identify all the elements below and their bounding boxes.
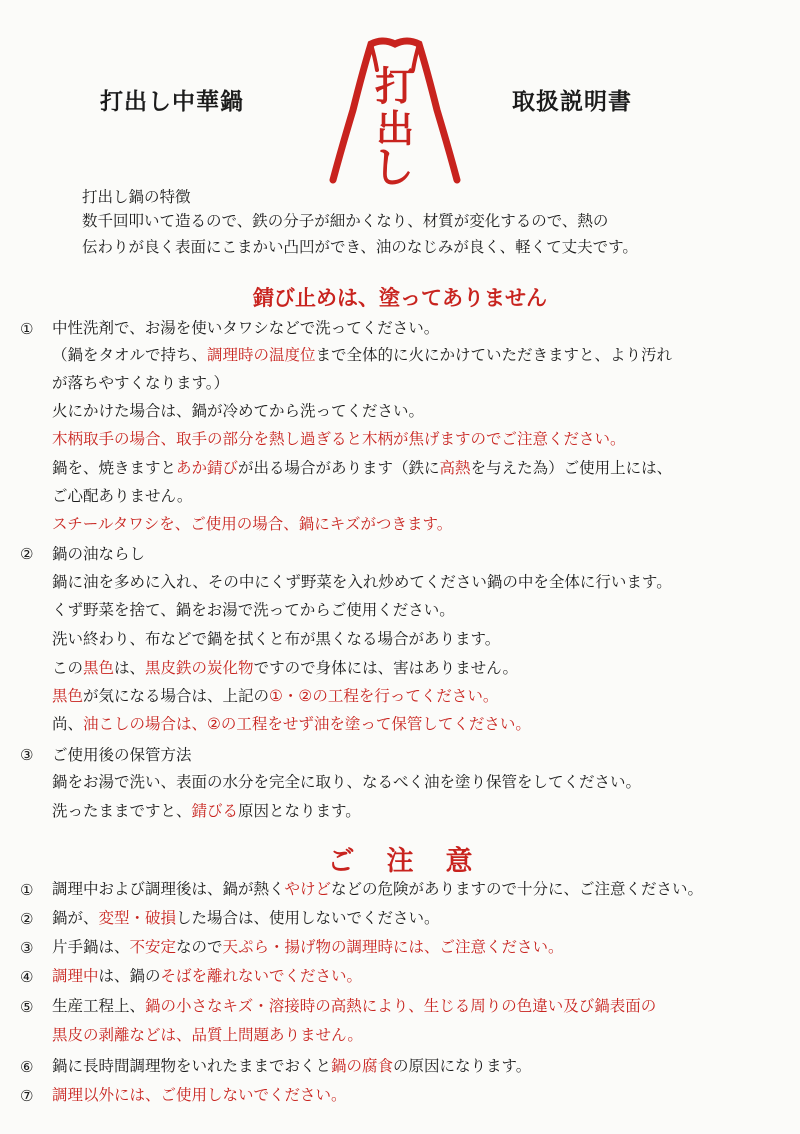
item2-line-3: くず野菜を捨て、鍋をお湯で洗ってからご使用ください。 <box>52 601 455 619</box>
uchidashi-stamp-logo <box>305 30 485 190</box>
caution-item-5-line-2: 黒皮の剥離などは、品質上問題ありません。 <box>52 1026 363 1044</box>
caution-number: ② <box>20 910 34 928</box>
item-number: ① <box>20 320 34 338</box>
item2-line-4: 洗い終わり、布などで鍋を拭くと布が黒くなる場合があります。 <box>52 630 501 648</box>
caution-item-4: 調理中は、鍋のそばを離れないでください。 <box>52 967 363 985</box>
item2-title: 鍋の油ならし <box>52 545 146 563</box>
caution-number: ⑦ <box>20 1087 34 1105</box>
intro-line-1: 数千回叩いて造るので、鉄の分子が細かくなり、材質が変化するので、熱の <box>82 212 609 230</box>
item1-line-8-warning: スチールタワシを、ご使用の場合、鍋にキズがつきます。 <box>52 515 453 533</box>
item2-line-5: この黒色は、黒皮鉄の炭化物ですので身体には、害はありません。 <box>52 659 518 677</box>
caution-number: ③ <box>20 939 34 957</box>
rust-prevention-heading: 錆び止めは、塗ってありません <box>253 286 547 310</box>
item1-line-7: ご心配ありません。 <box>52 487 193 505</box>
logo-char-2: 出 <box>375 106 415 151</box>
caution-number: ④ <box>20 968 34 986</box>
title-right: 取扱説明書 <box>512 89 632 115</box>
item3-title: ご使用後の保管方法 <box>52 746 192 764</box>
intro-title: 打出し鍋の特徴 <box>82 188 191 206</box>
intro-line-2: 伝わりが良く表面にこまかい凸凹ができ、油のなじみが良く、軽くて丈夫です。 <box>82 238 638 256</box>
item1-line-6: 鍋を、焼きますとあか錆びが出る場合があります（鉄に高熱を与えた為）ご使用上には、 <box>52 459 673 477</box>
item1-line-4: 火にかけた場合は、鍋が冷めてから洗ってください。 <box>52 402 425 420</box>
caution-number: ⑤ <box>20 998 34 1016</box>
item-number: ② <box>20 545 34 563</box>
caution-item-3: 片手鍋は、不安定なので天ぷら・揚げ物の調理時には、ご注意ください。 <box>52 938 564 956</box>
caution-item-5: 生産工程上、鍋の小さなキズ・溶接時の高熱により、生じる周りの色違い及び鍋表面の <box>52 997 657 1015</box>
item1-title: 中性洗剤で、お湯を使いタワシなどで洗ってください。 <box>52 319 440 337</box>
item1-line-2: （鍋をタオルで持ち、調理時の温度位まで全体的に火にかけていただきますと、より汚れ <box>52 346 673 364</box>
caution-heading: ご注意 <box>327 846 505 877</box>
item2-line-7: 尚、油こしの場合は、②の工程をせず油を塗って保管してください。 <box>52 715 531 733</box>
logo-char-3: し <box>371 143 415 190</box>
caution-item-2: 鍋が、変型・破損した場合は、使用しないでください。 <box>52 909 440 927</box>
caution-item-7: 調理以外には、ご使用しないでください。 <box>52 1086 347 1104</box>
item1-line-3: が落ちやすくなります。） <box>52 374 230 392</box>
item3-line-3: 洗ったままですと、錆びる原因となります。 <box>52 802 361 820</box>
caution-number: ⑥ <box>20 1058 34 1076</box>
logo-char-1: 打 <box>375 63 415 110</box>
item3-line-2: 鍋をお湯で洗い、表面の水分を完全に取り、なるべく油を塗り保管をしてください。 <box>52 773 642 791</box>
caution-number: ① <box>20 881 34 899</box>
caution-item-1: 調理中および調理後は、鍋が熱くやけどなどの危険がありますので十分に、ご注意ください。 <box>52 880 704 898</box>
item2-line-2: 鍋に油を多めに入れ、その中にくず野菜を入れ炒めてください鍋の中を全体に行います。 <box>52 573 672 591</box>
item2-line-6: 黒色が気になる場合は、上記の①・②の工程を行ってください。 <box>52 687 499 705</box>
caution-item-6: 鍋に長時間調理物をいれたままでおくと鍋の腐食の原因になります。 <box>52 1057 532 1075</box>
title-left: 打出し中華鍋 <box>100 89 244 115</box>
item-number: ③ <box>20 746 34 764</box>
item1-line-5-warning: 木柄取手の場合、取手の部分を熱し過ぎると木柄が焦げますのでご注意ください。 <box>52 430 626 448</box>
